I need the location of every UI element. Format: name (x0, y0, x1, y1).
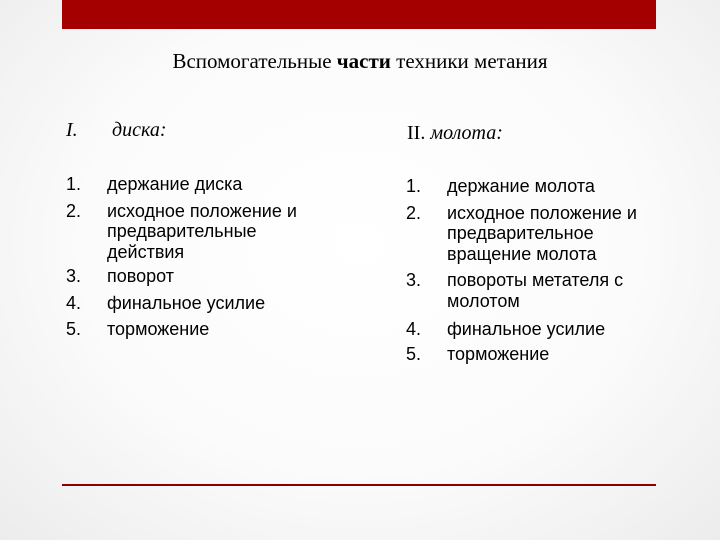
list-item-text: финальное усилие (447, 319, 606, 339)
bottom-divider (62, 484, 656, 486)
list-item-number: 3. (406, 270, 422, 290)
list-item-text: торможение (107, 319, 210, 339)
list-item (66, 319, 306, 340)
list-item-text: исходное положение и предварительные действия (107, 200, 297, 262)
list-item (406, 319, 656, 340)
discus-heading-label: диска: (112, 119, 167, 141)
list-item-text: поворот (107, 266, 174, 286)
list-item (406, 344, 656, 365)
list-item-number: 2. (406, 202, 422, 223)
list-item (406, 203, 656, 265)
list-item (66, 174, 306, 195)
title-suffix: техники метания (390, 49, 548, 73)
list-item-number: 1. (66, 174, 82, 194)
discus-steps-list (66, 174, 306, 346)
hammer-steps-list (406, 176, 656, 370)
title-bold-word: части (336, 49, 391, 73)
top-accent-bar (62, 0, 656, 29)
list-item-text: повороты метателя с молотом (447, 270, 624, 311)
list-item-number: 4. (406, 319, 422, 339)
discus-heading-numeral: I. (66, 119, 78, 141)
list-item (66, 201, 306, 263)
hammer-heading-label: молота: (430, 122, 503, 144)
list-item-text: исходное положение и предварительное вращение молота (447, 202, 637, 264)
hammer-heading (407, 121, 503, 145)
list-item-number: 1. (406, 176, 422, 196)
list-item-number: 2. (66, 200, 82, 221)
list-item-text: держание диска (107, 174, 243, 194)
slide-title (0, 48, 720, 74)
list-item-text: торможение (447, 343, 550, 364)
list-item-number: 5. (406, 343, 422, 364)
list-item-number: 3. (66, 266, 82, 286)
discus-heading (66, 118, 167, 142)
hammer-heading-numeral: II. (407, 122, 426, 144)
list-item (406, 270, 656, 311)
list-item (66, 266, 306, 287)
list-item (66, 293, 306, 314)
title-prefix: Вспомогательные (172, 49, 337, 73)
list-item-number: 4. (66, 292, 82, 313)
list-item-text: держание молота (447, 176, 595, 196)
list-item-text: финальное усилие (107, 292, 266, 313)
list-item-number: 5. (66, 319, 82, 339)
list-item (406, 176, 656, 197)
